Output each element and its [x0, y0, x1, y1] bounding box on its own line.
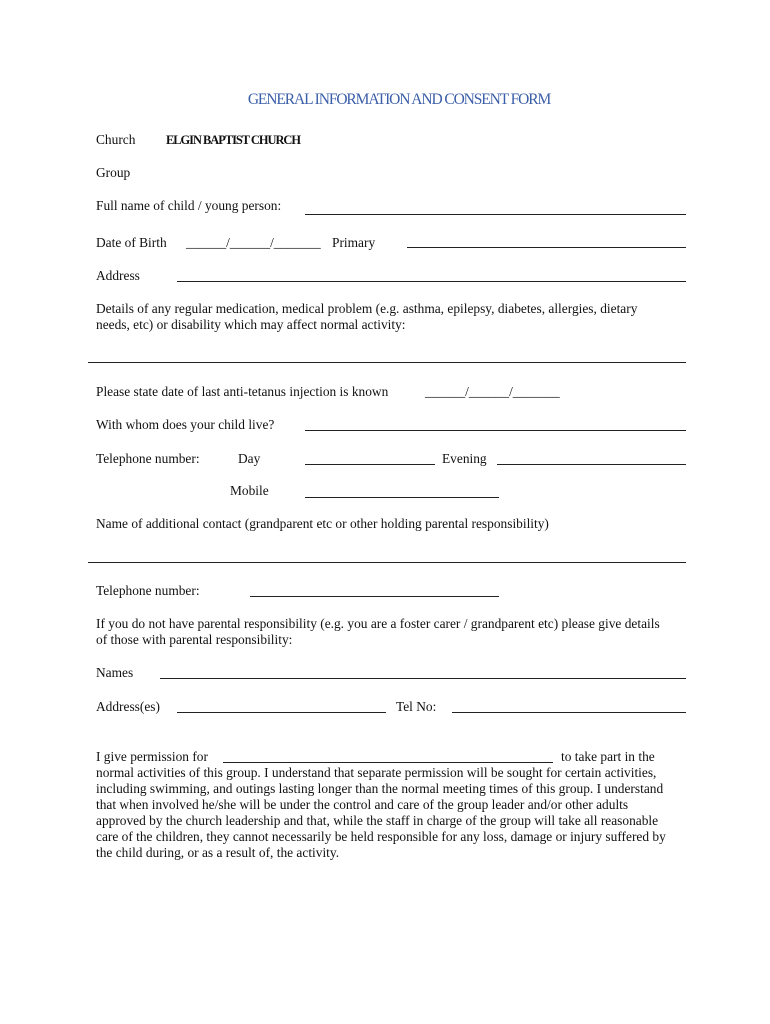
- dob-label: Date of Birth: [96, 235, 167, 250]
- day-label: Day: [238, 451, 261, 466]
- additional-telephone-label: Telephone number:: [96, 583, 200, 598]
- addresses-label: Address(es): [96, 699, 160, 714]
- addresses-field[interactable]: [177, 712, 386, 713]
- telephone-label: Telephone number:: [96, 451, 200, 466]
- lives-with-field[interactable]: [305, 430, 686, 431]
- day-phone-field[interactable]: [305, 464, 435, 465]
- church-label: Church: [96, 132, 136, 147]
- form-title: GENERAL INFORMATION AND CONSENT FORM: [247, 91, 551, 108]
- names-field[interactable]: [160, 678, 686, 679]
- additional-contact-label: Name of additional contact (grandparent etc or other holding parental responsibility): [96, 516, 549, 531]
- names-label: Names: [96, 665, 134, 680]
- church-name: ELGIN BAPTIST CHURCH: [166, 133, 300, 147]
- full-name-field[interactable]: [305, 214, 686, 215]
- medical-details-field[interactable]: [88, 362, 686, 363]
- tel-no-label: Tel No:: [396, 699, 437, 714]
- primary-field[interactable]: [407, 247, 686, 248]
- mobile-phone-field[interactable]: [305, 497, 499, 498]
- permission-start: I give permission for: [96, 749, 208, 764]
- permission-first-line: [96, 749, 676, 765]
- tetanus-label: Please state date of last anti-tetanus injection is known: [96, 384, 389, 399]
- parental-responsibility-text: If you do not have parental responsibility (e.g. you are a foster carer / grandparent etc) please give details of those with parental responsibility:: [96, 616, 660, 647]
- medical-details-text: Details of any regular medication, medical problem (e.g. asthma, epilepsy, diabetes, allergies, dietary needs, etc) or disability which may affect normal activity:: [96, 301, 638, 332]
- evening-phone-field[interactable]: [497, 464, 686, 465]
- additional-contact-field[interactable]: [88, 562, 686, 563]
- primary-label: Primary: [332, 235, 376, 250]
- permission-child-name-field[interactable]: [223, 762, 553, 763]
- mobile-label: Mobile: [230, 483, 269, 498]
- group-label: Group: [96, 165, 131, 180]
- tel-no-field[interactable]: [452, 712, 686, 713]
- full-name-label: Full name of child / young person:: [96, 198, 282, 213]
- permission-paragraph: [96, 749, 676, 861]
- address-label: Address: [96, 268, 140, 283]
- address-field[interactable]: [177, 281, 686, 282]
- permission-body: normal activities of this group. I understand that separate permission will be sought for certain activities, including swimming, and outings lasting longer than the normal meeting times of this group. I understand that when involved he/she will be under the control and care of the group leader and/or other adults approved by the church leadership and that, while the staff in charge of the group will take all reasonable care of the children, they cannot necessarily be held responsible for any loss, damage or injury suffered by the child during, or as a result of, the activity.: [96, 765, 666, 860]
- permission-end: to take part in the: [561, 749, 655, 764]
- dob-field[interactable]: ______/______/_______: [186, 235, 321, 250]
- evening-label: Evening: [442, 451, 487, 466]
- additional-telephone-field[interactable]: [250, 596, 499, 597]
- lives-with-label: With whom does your child live?: [96, 417, 275, 432]
- tetanus-date-field[interactable]: ______/______/_______: [425, 384, 560, 399]
